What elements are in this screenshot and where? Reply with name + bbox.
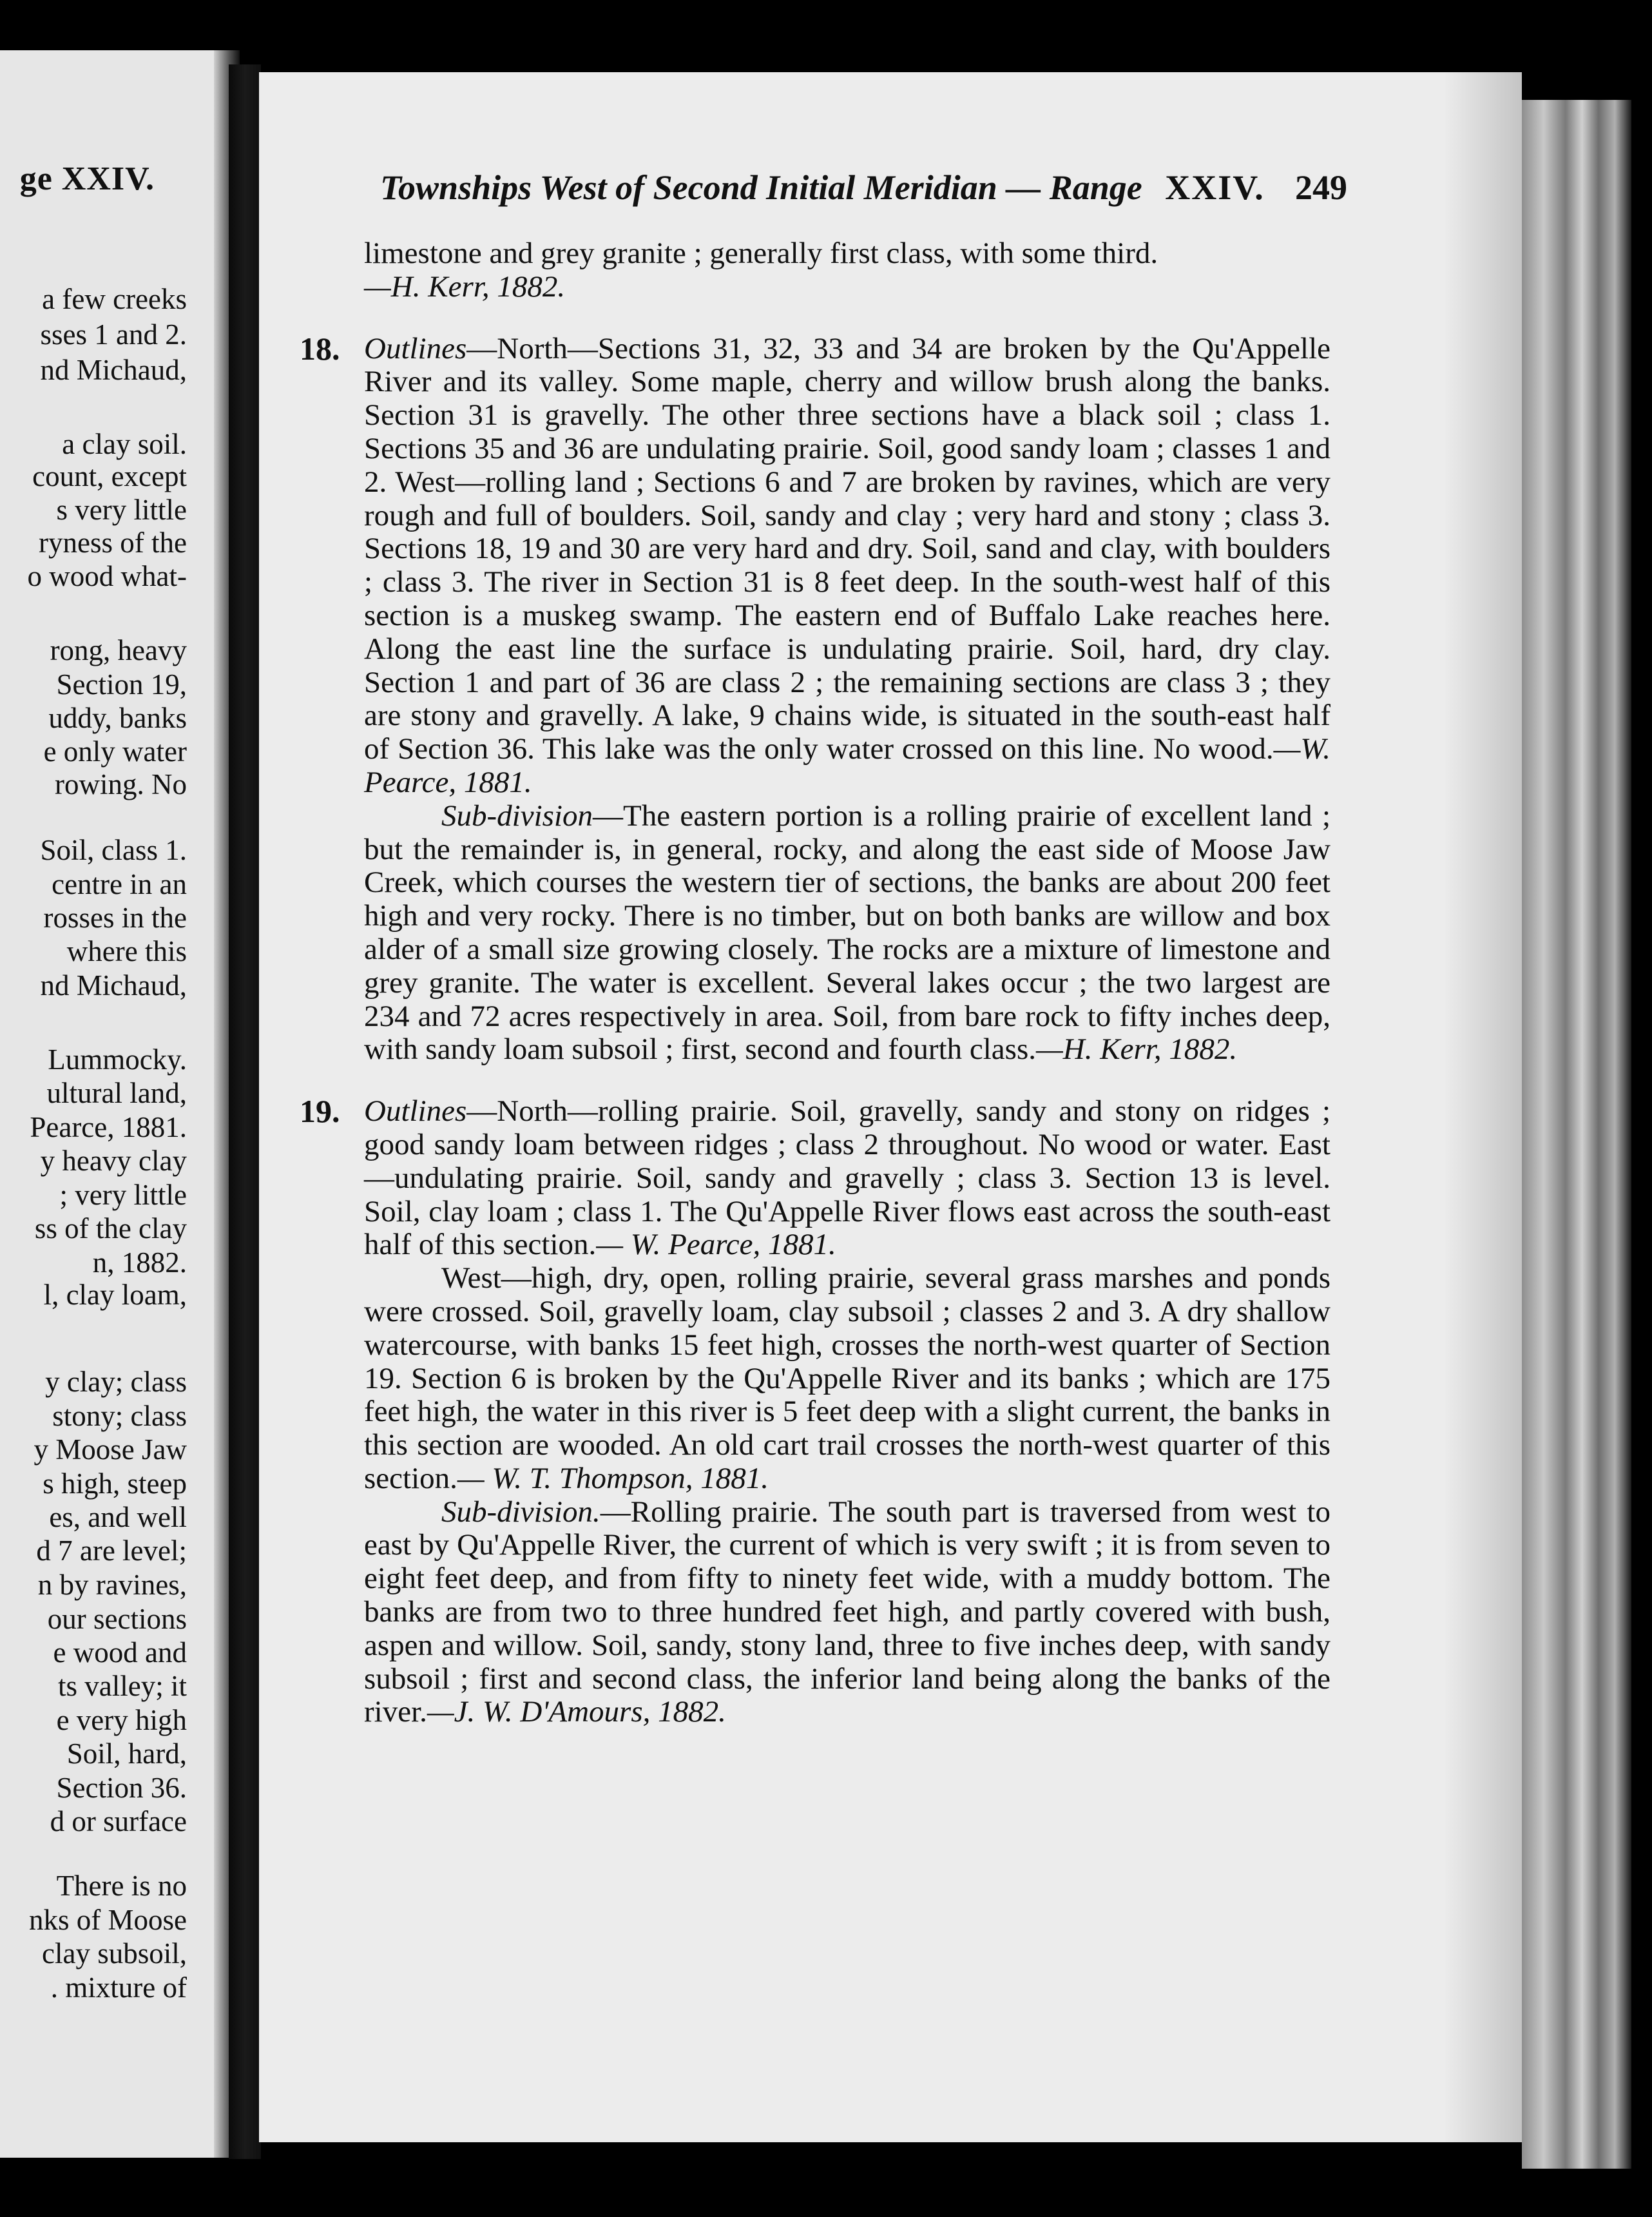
left-page-line: clay subsoil, xyxy=(42,1937,187,1970)
left-page-line: Pearce, 1881. xyxy=(30,1111,187,1143)
outlines-text: —North—rolling prairie. Soil, gravelly, sandy and stony on ridges ; good sandy loam between ridges ; class 2 throughout. No wood or water. East—undulating prairie. Soil, sandy and gravelly ; class 3. Section 13 is level. Soil, clay loam ; class 1. The Qu'Appelle River flows east across the south-east half of this section. xyxy=(364,1094,1330,1262)
left-page-line: a few creeks xyxy=(42,283,187,315)
left-page-line: ryness of the xyxy=(39,527,187,559)
left-page-line: ss of the clay xyxy=(34,1212,187,1244)
left-page-header: ge XXIV. xyxy=(19,160,155,197)
left-page-line: d 7 are level; xyxy=(36,1534,187,1567)
left-page-line: count, except xyxy=(32,460,187,492)
left-page-line: Section 36. xyxy=(56,1772,187,1804)
left-page-line: rong, heavy xyxy=(50,634,187,666)
left-page-line: n by ravines, xyxy=(37,1569,187,1601)
running-head-range: XXIV. xyxy=(1165,168,1265,207)
outlines-signature: —W. Pearce, 1881. xyxy=(364,732,1330,799)
left-page-line: ; very little xyxy=(59,1179,187,1211)
section-18 xyxy=(300,330,1330,1067)
running-head xyxy=(380,168,1347,208)
subdivision-text: —The eastern portion is a rolling prairie of excellent land ; but the remainder is, in general, rocky, and along the east side of Moose Jaw Creek, which courses the western tier of sections, the banks are about 200 feet high and very rocky. There is no timber, but on both banks are willow and box alder of a small size growing closely. The rocks are a mixture of limestone and grey granite. The water is excellent. Several lakes occur ; the two largest are 234 and 72 acres respectively in area. Soil, from bare rock to fifty inches deep, with sandy loam subsoil ; first, second and fourth class. xyxy=(364,799,1330,1067)
left-page-line: s high, steep xyxy=(43,1467,187,1500)
left-page-line: nd Michaud, xyxy=(40,969,187,1002)
left-page-line: nks of Moose xyxy=(29,1904,187,1936)
left-page-line: centre in an xyxy=(52,868,187,900)
outlines-signature: — W. Pearce, 1881. xyxy=(596,1228,836,1262)
left-page-line: . mixture of xyxy=(50,1971,187,2004)
left-page-line: nd Michaud, xyxy=(40,354,187,386)
subdivision-label: Sub-division. xyxy=(441,1495,600,1529)
left-page-line: l, clay loam, xyxy=(43,1279,187,1311)
left-page-line: s very little xyxy=(56,494,187,526)
outlines-label: Outlines xyxy=(364,331,467,365)
left-page-line: rowing. No xyxy=(55,768,187,800)
subdivision-text: —Rolling prairie. The south part is traversed from west to east by Qu'Appelle River, the current of which is very swift ; it is from seven to eight feet deep, and from fifty to ninety feet wide, with a muddy bottom. The banks are from two to three hundred feet high, and partly covered with bush, aspen and willow. Soil, sandy, stony land, three to five inches deep, with sandy subsoil ; first and second class, the inferior land being along the banks of the river. xyxy=(364,1495,1330,1729)
book-spine xyxy=(229,64,261,2159)
left-page-line: e very high xyxy=(56,1704,187,1736)
west-text: West—high, dry, open, rolling prairie, several grass marshes and ponds were crossed. Soil, gravelly loam, clay subsoil ; classes 2 and 3. A dry shallow watercourse, with banks 15 feet high, crosses the north-west quarter of Section 19. Section 6 is broken by the Qu'Appelle River and its banks ; which are 175 feet high, the water in this river is 5 feet deep with a slight current, the banks in this section are wooded. An old cart trail crosses the north-west quarter of this section. xyxy=(364,1261,1330,1495)
west-signature: — W. T. Thompson, 1881. xyxy=(457,1461,769,1495)
left-page-line: ultural land, xyxy=(46,1077,187,1109)
left-page-line: our sections xyxy=(47,1603,187,1635)
left-page-line: d or surface xyxy=(50,1805,187,1837)
subdivision-signature: —H. Kerr, 1882. xyxy=(1036,1032,1238,1067)
west-paragraph xyxy=(364,1262,1330,1496)
left-page-line: y clay; class xyxy=(45,1366,187,1398)
subdivision-paragraph xyxy=(364,800,1330,1067)
section-number: 18. xyxy=(300,330,340,367)
continuation-signature: —H. Kerr, 1882. xyxy=(364,269,566,304)
left-page-line: rosses in the xyxy=(43,902,187,934)
left-page-line: es, and well xyxy=(49,1501,187,1533)
subdivision-paragraph xyxy=(364,1496,1330,1730)
outlines-paragraph xyxy=(364,1095,1330,1262)
outlines-label: Outlines xyxy=(364,1094,467,1128)
left-page-line: ts valley; it xyxy=(58,1670,187,1702)
left-page-line: e only water xyxy=(43,735,187,768)
page-stack-edge xyxy=(1522,100,1631,2169)
left-page-line: There is no xyxy=(56,1870,187,1902)
section-19 xyxy=(300,1093,1330,1729)
left-page-line: e wood and xyxy=(53,1636,187,1669)
left-page-line: y heavy clay xyxy=(40,1145,187,1177)
running-head-title: Townships West of Second Initial Meridian — Range xyxy=(380,168,1142,207)
page-body xyxy=(300,237,1330,1729)
continuation-paragraph xyxy=(364,237,1330,304)
left-page-line: Soil, hard, xyxy=(66,1738,187,1770)
left-page-line: uddy, banks xyxy=(48,702,187,734)
left-page-line: n, 1882. xyxy=(92,1246,187,1279)
left-page-line: Section 19, xyxy=(56,668,187,701)
continuation-text: limestone and grey granite ; generally first class, with some third. xyxy=(364,237,1158,270)
page-number: 249 xyxy=(1295,168,1347,207)
subdivision-label: Sub-division xyxy=(441,799,593,833)
left-page-line: Soil, class 1. xyxy=(40,834,187,866)
left-page-line: where this xyxy=(66,935,187,967)
subdivision-signature: —J. W. D'Amours, 1882. xyxy=(427,1695,726,1729)
section-number: 19. xyxy=(300,1093,340,1130)
left-page-line: o wood what- xyxy=(27,560,187,592)
left-page-line: y Moose Jaw xyxy=(34,1433,187,1466)
left-page-line: a clay soil. xyxy=(62,428,187,460)
left-page-line: Lummocky. xyxy=(48,1043,187,1076)
left-page-line: sses 1 and 2. xyxy=(40,318,187,351)
left-page-line: stony; class xyxy=(52,1400,187,1432)
outlines-text: —North—Sections 31, 32, 33 and 34 are broken by the Qu'Appelle River and its valley. Some maple, cherry and willow brush along the banks. Section 31 is gravelly. The other three sections have a black soil ; class 1. Sections 35 and 36 are undulating prairie. Soil, good sandy loam ; classes 1 and 2. West—rolling land ; Sections 6 and 7 are broken by ravines, which are very rough and full of boulders. Soil, sandy and clay ; very hard and stony ; class 3. Sections 18, 19 and 30 are very hard and dry. Soil, sand and clay, with boulders ; class 3. The river in Section 31 is 8 feet deep. In the south-west half of this section is a muskeg swamp. The eastern end of Buffalo Lake reaches here. Along the east line the surface is undulating prairie. Soil, hard, dry clay. Section 1 and part of 36 are class 2 ; the remaining sections are class 3 ; they are stony and gravelly. A lake, 9 chains wide, is situated in the south-east half of Section 36. This lake was the only water crossed on this line. No wood. xyxy=(364,331,1330,766)
outlines-paragraph xyxy=(364,333,1330,800)
left-facing-page xyxy=(0,50,232,2158)
page-edge-shadow xyxy=(1443,72,1527,2142)
